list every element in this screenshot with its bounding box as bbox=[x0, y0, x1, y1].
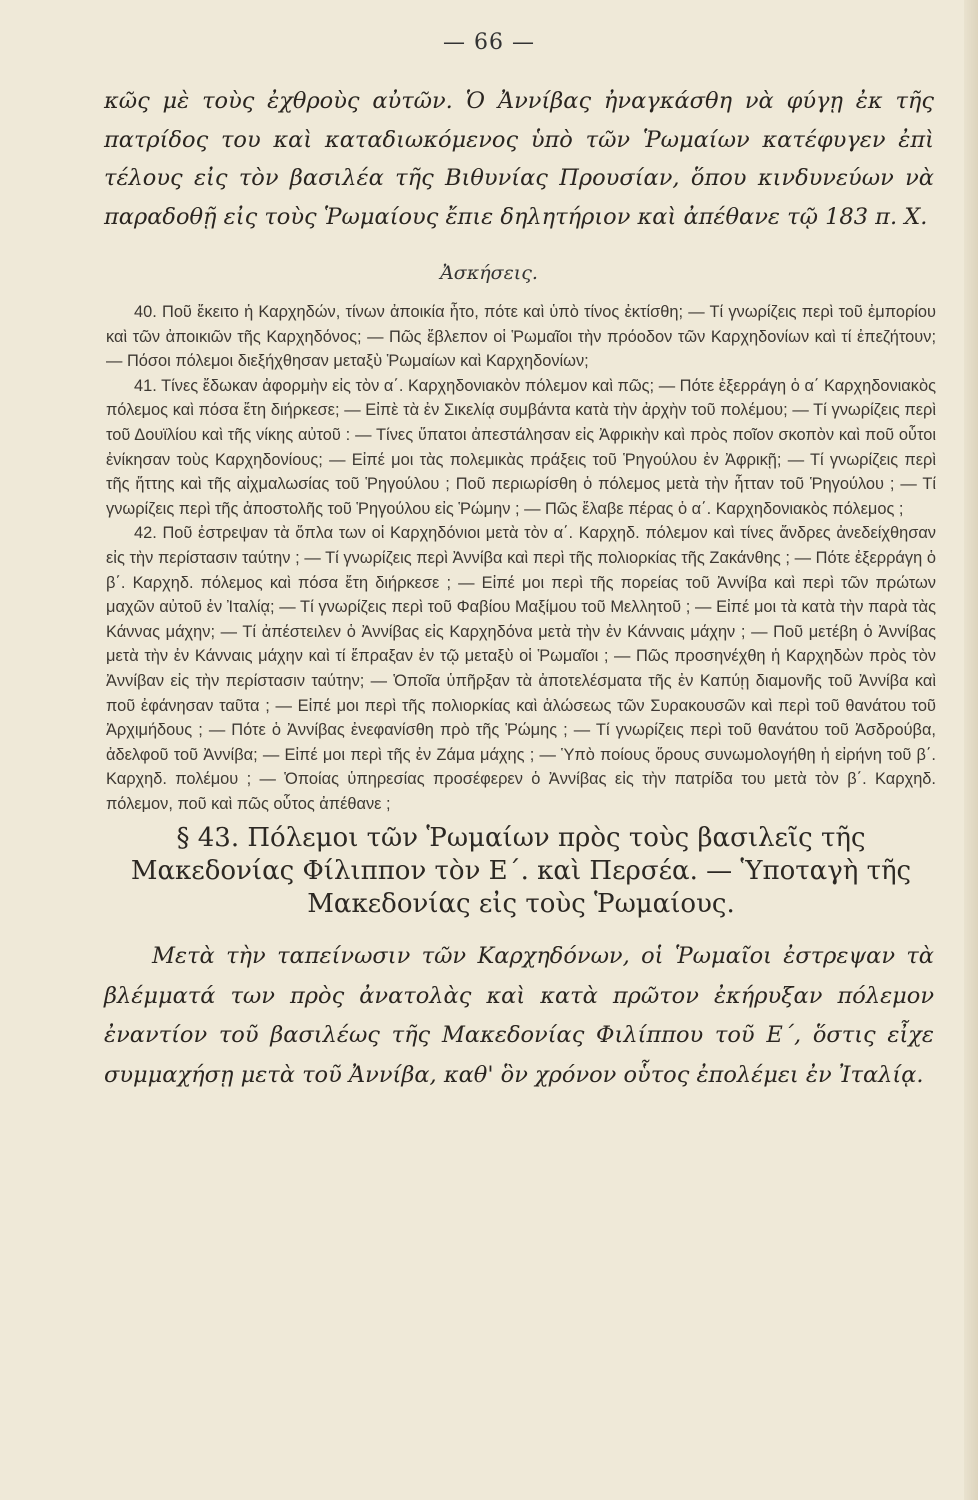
section-heading: § 43. Πόλεμοι τῶν Ῥωμαίων πρὸς τοὺς βασιλεῖς τῆς Μακεδονίας Φίλιππον τὸν Ε΄. καὶ Περσέα. — Ὑποταγὴ τῆς Μακεδονίας εἰς τοὺς Ῥωμαίους. bbox=[130, 823, 912, 919]
exercise-text: Ποῦ ἔκειτο ἡ Καρχηδών, τίνων ἀποικία ἦτο, πότε καὶ ὑπὸ τίνος ἐκτίσθη; — Τί γνωρίζεις περὶ τοῦ ἐμπορίου καὶ τῶν ἀποικιῶν τῆς Καρχηδόνος; — Πῶς ἔβλεπον οἱ Ῥωμαῖοι τὴν πρόοδον τῶν Καρχηδονίων καὶ τί ἐπεζήτουν; — Πόσοι πόλεμοι διεξήχθησαν μεταξὺ Ῥωμαίων καὶ Καρχηδονίων; bbox=[106, 303, 936, 371]
exercise-40 bbox=[106, 300, 936, 374]
page-edge bbox=[964, 0, 978, 1500]
page-number: — 66 — bbox=[443, 30, 535, 55]
exercise-text: Τίνες ἔδωκαν ἀφορμὴν εἰς τὸν α΄. Καρχηδονιακὸν πόλεμον καὶ πῶς; — Πότε ἐξερράγη ὁ α΄ Καρχηδονιακὸς πόλεμος καὶ πόσα ἔτη διήρκεσε; — Εἰπὲ τὰ ἐν Σικελίᾳ συμβάντα κατὰ τὴν ἀρχὴν τοῦ πολέμου; — Τί γνωρίζεις περὶ τοῦ Δουϊλίου καὶ τῆς νίκης αὐτοῦ : — Τίνες ὕπατοι ἀπεστάλησαν εἰς Ἀφρικὴν καὶ πρὸς ποῖον σκοπὸν καὶ ποῦ οὗτοι ἐνίκησαν τοὺς Καρχηδονίους; — Εἰπέ μοι τὰς πολεμικὰς πράξεις τοῦ Ῥηγούλου ἐν Ἀφρικῇ; — Τί γνωρίζεις περὶ τῆς ἥττης καὶ τῆς αἰχμαλωσίας τοῦ Ῥηγούλου ; Ποῦ περιωρίσθη ὁ πόλεμος μετὰ τὴν ἧτταν τοῦ Ῥηγούλου ; — Τί γνωρίζεις περὶ τῆς ἀποστολῆς τοῦ Ῥηγούλου εἰς Ῥώμην ; — Πῶς ἔλαβε πέρας ὁ α΄. Καρχηδονιακὸς πόλεμος ; bbox=[106, 376, 936, 518]
exercise-number: 41. bbox=[134, 376, 157, 395]
exercises-block bbox=[106, 300, 936, 816]
exercises-title: Ἀσκήσεις. bbox=[440, 262, 538, 284]
intro-paragraph: κῶς μὲ τοὺς ἐχθροὺς αὐτῶν. Ὁ Ἀννίβας ἠναγκάσθη νὰ φύγῃ ἐκ τῆς πατρίδος του καὶ καταδιωκόμενος ὑπὸ τῶν Ῥωμαίων κατέφυγεν ἐπὶ τέλους εἰς τὸν βασιλέα τῆς Βιθυνίας Προυσίαν, ὅπου κινδυνεύων νὰ παραδοθῇ εἰς τοὺς Ῥωμαίους ἔπιε δηλητήριον καὶ ἀπέθανε τῷ 183 π. Χ. bbox=[104, 88, 934, 230]
exercise-text: Ποῦ ἐστρεψαν τὰ ὅπλα των οἱ Καρχηδόνιοι μετὰ τὸν α΄. Καρχηδ. πόλεμον καὶ τίνες ἄνδρες ἀνεδείχθησαν εἰς τὴν περίστασιν ταύτην ; — Τί γνωρίζεις περὶ Ἀννίβα καὶ περὶ τῆς πολιορκίας τῆς Ζακάνθης ; — Πότε ἐξερράγη ὁ β΄. Καρχηδ. πόλεμος καὶ πόσα ἔτη διήρκεσε ; — Εἰπέ μοι περὶ τῆς πορείας τοῦ Ἀννίβα καὶ περὶ τῶν πρώτων μαχῶν αὐτοῦ ἐν Ἰταλίᾳ; — Τί γνωρίζεις περὶ τοῦ Φαβίου Μαξίμου τοῦ Μελλητοῦ ; — Εἰπέ μοι τὰ κατὰ τὴν παρὰ τὰς Κάννας μάχην; — Τί ἀπέστειλεν ὁ Ἀννίβας εἰς Καρχηδόνα μετὰ τὴν ἐν Κάνναις μάχην ; — Ποῦ μετέβη ὁ Ἀννίβας μετὰ τὴν ἐν Κάνναις μάχην καὶ τί ἔπραξαν ἐν τῷ μεταξὺ οἱ Ῥωμαῖοι ; — Πῶς προσηνέχθη ἡ Καρχηδὼν πρὸς τὸν Ἀννίβαν εἰς τὴν περίστασιν ταύτην; — Ὁποῖα ὑπῆρξαν τὰ ἀποτελέσματα τῆς ἐν Καπύῃ διαμονῆς τοῦ Ἀννίβα καὶ ποῦ ἐφάνησαν ταῦτα ; — Εἰπέ μοι περὶ τῆς πολιορκίας καὶ ἁλώσεως τῶν Συρακουσῶν καὶ περὶ τοῦ θανάτου τοῦ Ἀρχιμήδους ; — Πότε ὁ Ἀννίβας ἐνεφανίσθη πρὸ τῆς Ῥώμης ; — Τί γνωρίζεις περὶ τοῦ θανάτου τοῦ Ἀσδρούβα, ἀδελφοῦ τοῦ Ἀννίβα; — Εἰπέ μοι περὶ τῆς ἐν Ζάμα μάχης ; — Ὑπὸ ποίους ὅρους συνωμολογήθη ἡ εἰρήνη τοῦ β΄. Καρχηδ. πολέμου ; — Ὁποίας ὑπηρεσίας προσέφερεν ὁ Ἀννίβας εἰς τὴν πατρίδα του μετὰ τὸν β΄. Καρχηδ. πόλεμον, ποῦ καὶ πῶς οὗτος ἀπέθανε ; bbox=[106, 524, 936, 813]
exercise-number: 40. bbox=[134, 303, 157, 321]
exercise-42 bbox=[106, 521, 936, 816]
exercise-41 bbox=[106, 374, 936, 522]
exercise-number: 42. bbox=[134, 524, 157, 543]
section-body-paragraph: Μετὰ τὴν ταπείνωσιν τῶν Καρχηδόνων, οἱ Ῥωμαῖοι ἐστρεψαν τὰ βλέμματά των πρὸς ἀνατολὰς καὶ κατὰ πρῶτον ἐκήρυξαν πόλεμον ἐναντίον τοῦ βασιλέως τῆς Μακεδονίας Φιλίππου τοῦ Ε΄, ὅστις εἶχε συμμαχήσῃ μετὰ τοῦ Ἀννίβα, καθ' ὃν χρόνον οὗτος ἐπολέμει ἐν Ἰταλίᾳ. bbox=[104, 943, 934, 1088]
